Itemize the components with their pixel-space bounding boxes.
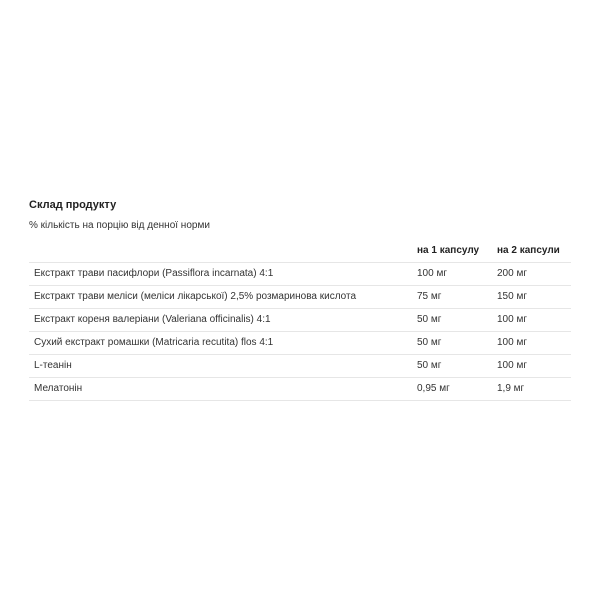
- amount-per-2: 200 мг: [492, 263, 571, 286]
- amount-per-1: 50 мг: [412, 355, 492, 378]
- table-row: [29, 332, 571, 355]
- ingredient-name: Екстракт трави пасифлори (Passiflora incarnata) 4:1: [29, 263, 412, 286]
- amount-per-1: 100 мг: [412, 263, 492, 286]
- amount-per-2: 100 мг: [492, 332, 571, 355]
- table-header-row: [29, 240, 571, 263]
- amount-per-1: 50 мг: [412, 309, 492, 332]
- section-title: Склад продукту: [29, 199, 117, 211]
- amount-per-1: 50 мг: [412, 332, 492, 355]
- header-per-1-capsule: на 1 капсулу: [412, 240, 492, 263]
- amount-per-1: 0,95 мг: [412, 378, 492, 401]
- table-row: [29, 286, 571, 309]
- ingredient-name: Мелатонін: [29, 378, 412, 401]
- ingredient-name: Екстракт трави меліси (меліси лікарської) 2,5% розмаринова кислота: [29, 286, 412, 309]
- table-row: [29, 309, 571, 332]
- amount-per-2: 1,9 мг: [492, 378, 571, 401]
- amount-per-2: 100 мг: [492, 309, 571, 332]
- header-ingredient: [29, 240, 412, 263]
- table-row: [29, 355, 571, 378]
- table-row: [29, 263, 571, 286]
- header-per-2-capsules: на 2 капсули: [492, 240, 571, 263]
- ingredient-name: Сухий екстракт ромашки (Matricaria recutita) flos 4:1: [29, 332, 412, 355]
- ingredient-name: Екстракт кореня валеріани (Valeriana officinalis) 4:1: [29, 309, 412, 332]
- amount-per-2: 100 мг: [492, 355, 571, 378]
- amount-per-2: 150 мг: [492, 286, 571, 309]
- amount-per-1: 75 мг: [412, 286, 492, 309]
- section-subtitle: % кількість на порцію від денної норми: [29, 220, 210, 231]
- table-row: [29, 378, 571, 401]
- ingredient-name: L-теанін: [29, 355, 412, 378]
- composition-panel: [29, 196, 571, 401]
- composition-table: [29, 240, 571, 401]
